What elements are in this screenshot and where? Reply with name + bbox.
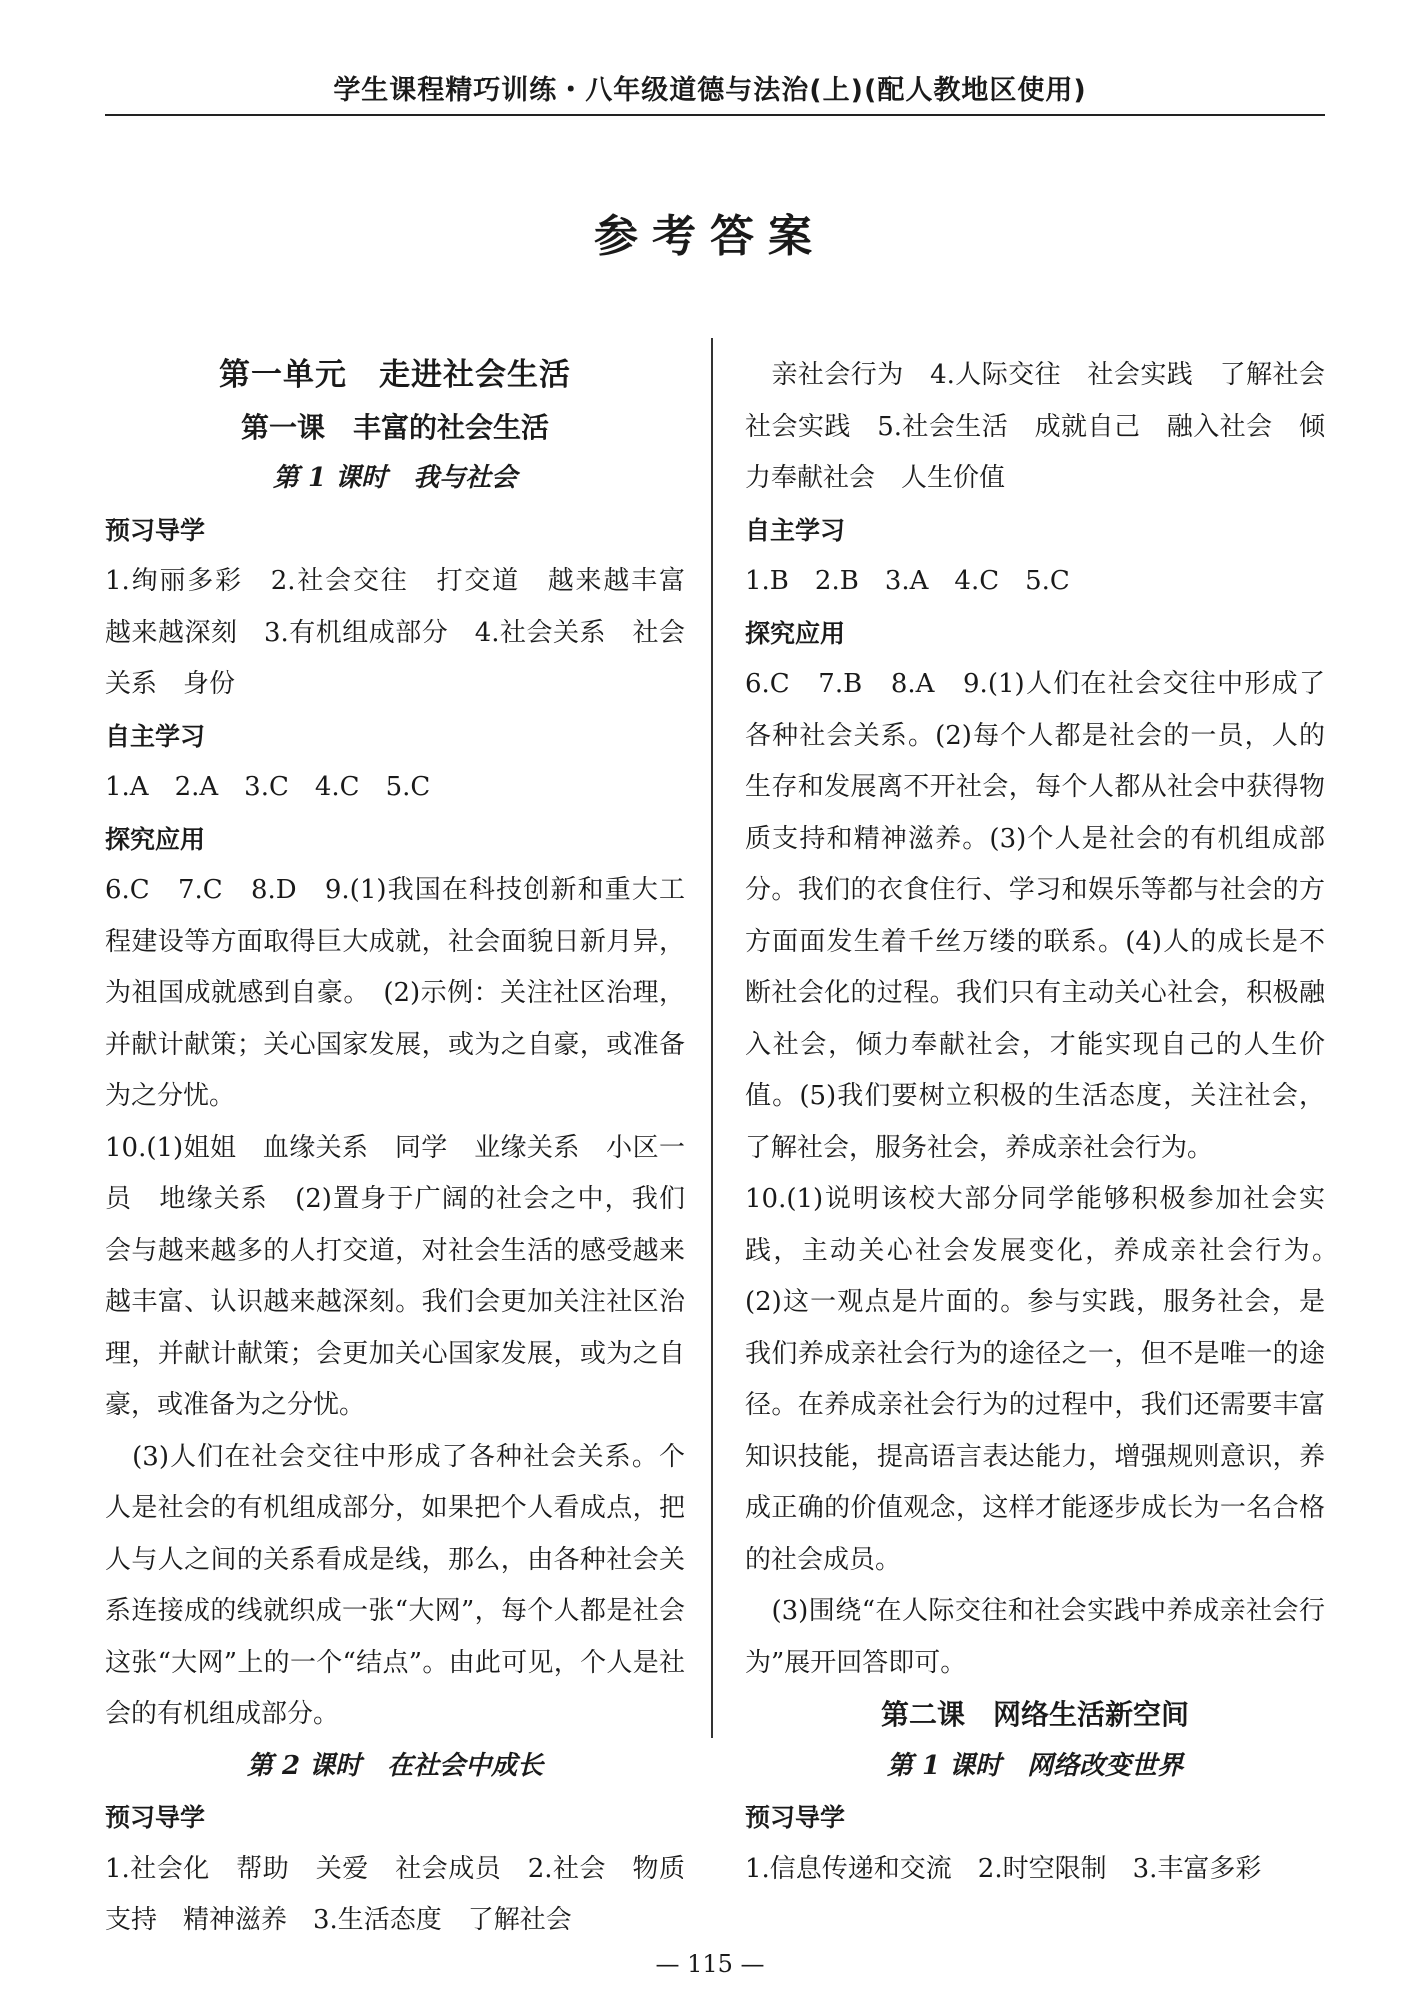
answer-paragraph: 1.B 2.B 3.A 4.C 5.C xyxy=(745,566,1070,596)
page-title: 参考答案 xyxy=(594,211,826,262)
unit-heading: 第一单元 走进社会生活 xyxy=(219,357,571,393)
page-number: — 115 — xyxy=(655,1950,765,1978)
answer-paragraph: 6.C 7.C 8.D 9.(1)我国在科技创新和重大工程建设等方面取得巨大成就，社会面貌日新月异，为祖国成就感到自豪。 (2)示例：关注社区治理，并献计献策；关心国家发展，或为之自豪，或准备为之分忧。 xyxy=(105,875,685,1111)
answer-paragraph: 10.(1)姐姐 血缘关系 同学 业缘关系 小区一员 地缘关系 (2)置身于广阔的社会之中，我们会与越来越多的人打交道，对社会生活的感受越来越丰富、认识越来越深刻。我们会更加关注社区治理，并献计献策；会更加关心国家发展，或为之自豪，或准备为之分忧。 xyxy=(105,1132,685,1420)
lesson-heading: 第一课 丰富的社会生活 xyxy=(240,410,549,444)
section-heading: 探究应用 xyxy=(105,824,206,854)
answer-paragraph: (3)围绕“在人际交往和社会实践中养成亲社会行为”展开回答即可。 xyxy=(745,1596,1325,1678)
answer-paragraph: 6.C 7.B 8.A 9.(1)人们在社会交往中形成了各种社会关系。(2)每个人都是社会的一员，人的生存和发展离不开社会，每个人都从社会中获得物质支持和精神滋养。(3)个人是社会的有机组成部分。我们的衣食住行、学习和娱乐等都与社会的方方面面发生着千丝万缕的联系。(4)人的成长是不断社会化的过程。我们只有主动关心社会，积极融入社会，倾力奉献社会，才能实现自己的人生价值。(5)我们要树立积极的生活态度，关注社会，了解社会，服务社会，养成亲社会行为。 xyxy=(745,669,1325,1163)
running-header: 学生课程精巧训练・八年级道德与法治(上)(配人教地区使用) xyxy=(333,75,1087,106)
section-heading: 预习导学 xyxy=(745,1803,846,1832)
answer-paragraph: 1.绚丽多彩 2.社会交往 打交道 越来越丰富 越来越深刻 3.有机组成部分 4.社会关系 社会关系 身份 xyxy=(105,566,712,699)
section-heading: 预习导学 xyxy=(105,515,206,545)
section-heading: 自主学习 xyxy=(105,721,206,751)
header-rule xyxy=(105,114,1325,116)
right-column xyxy=(745,350,1352,1895)
answer-paragraph: (3)人们在社会交往中形成了各种社会关系。个人是社会的有机组成部分，如果把个人看成点，把人与人之间的关系看成是线，那么，由各种社会关系连接成的线就织成一张“大网”，每个人都是社会这张“大网”上的一个“结点”。由此可见，个人是社会的有机组成部分。 xyxy=(105,1441,685,1729)
lesson-heading: 第二课 网络生活新空间 xyxy=(880,1698,1189,1731)
section-heading: 自主学习 xyxy=(745,515,846,545)
answer-paragraph: 10.(1)说明该校大部分同学能够积极参加社会实践，主动关心社会发展变化，养成亲社会行为。 (2)这一观点是片面的。参与实践，服务社会，是我们养成亲社会行为的途径之一，但不是唯一的途径。在养成亲社会行为的过程中，我们还需要丰富知识技能，提高语言表达能力，增强规则意识，养成正确的价值观念，这样才能逐步成长为一名合格的社会成员。 xyxy=(745,1184,1352,1575)
answer-paragraph: 1.社会化 帮助 关爱 社会成员 2.社会 物质支持 精神滋养 3.生活态度 了解社会 xyxy=(105,1853,685,1935)
period-heading: 第 1 课时 网络改变世界 xyxy=(886,1750,1184,1781)
section-heading: 预习导学 xyxy=(105,1803,206,1832)
column-divider xyxy=(711,338,713,1738)
answer-paragraph: 1.信息传递和交流 2.时空限制 3.丰富多彩 xyxy=(745,1853,1262,1884)
left-column xyxy=(105,350,712,1947)
answer-paragraph: 1.A 2.A 3.C 4.C 5.C xyxy=(105,772,431,802)
period-heading: 第 1 课时 我与社会 xyxy=(272,463,518,493)
answer-paragraph: 亲社会行为 4.人际交往 社会实践 了解社会 社会实践 5.社会生活 成就自己 融入社会 倾力奉献社会 人生价值 xyxy=(745,360,1352,493)
period-heading: 第 2 课时 在社会中成长 xyxy=(246,1750,544,1781)
section-heading: 探究应用 xyxy=(745,618,846,648)
